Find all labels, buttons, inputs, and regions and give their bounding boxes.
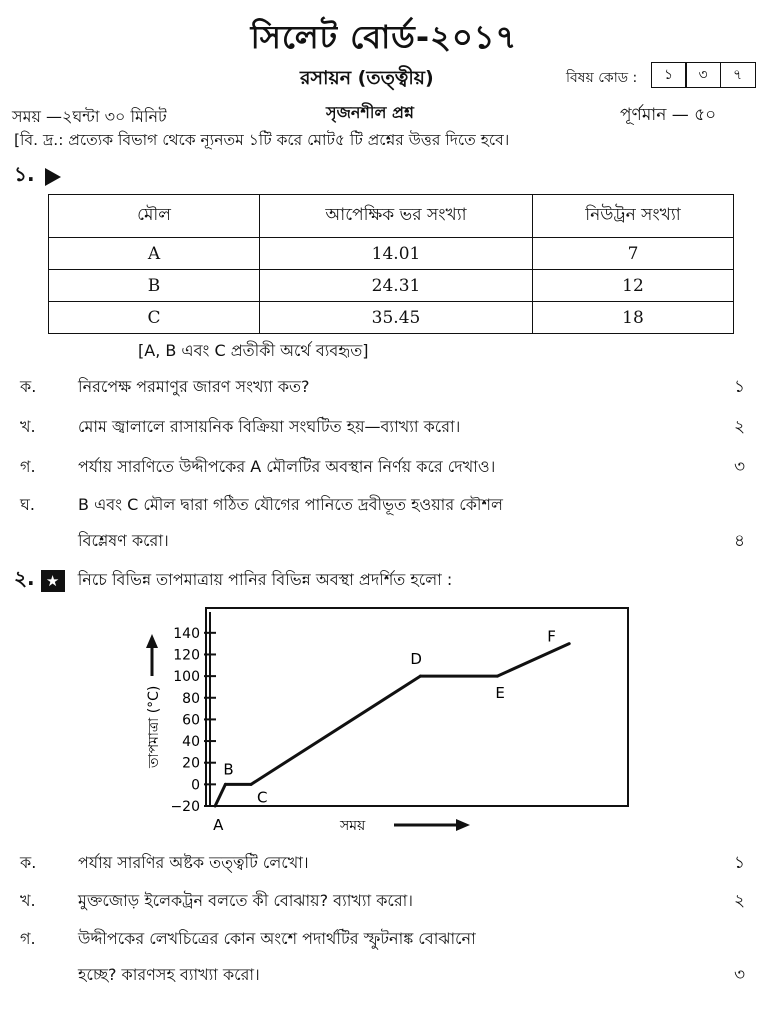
- q1-part-text: মোম জ্বালালে রাসায়নিক বিক্রিয়া সংঘটিত হয়—ব্যাখ্যা করো।: [78, 417, 461, 436]
- q2-heading: [14, 564, 452, 597]
- table-header: নিউট্রন সংখ্যা: [533, 195, 734, 238]
- point-label: B: [223, 760, 234, 779]
- y-tick-label: 0: [191, 777, 200, 794]
- q1-part-text: নিরপেক্ষ পরমাণুর জারণ সংখ্যা কত?: [78, 377, 310, 396]
- q1-part-mark: ২: [734, 417, 746, 437]
- table-row: [49, 238, 734, 270]
- subject-code-digit: ৭: [720, 62, 756, 88]
- y-tick-label: 120: [173, 647, 200, 664]
- table-cell: 14.01: [260, 238, 533, 270]
- point-labels: [213, 628, 556, 834]
- table-cell: 24.31: [260, 270, 533, 302]
- q2-part-letter: ক.: [20, 853, 37, 872]
- table-caption: [A, B এবং C প্রতীকী অর্থে ব্যবহৃত]: [138, 341, 369, 360]
- series: [215, 644, 569, 806]
- triangle-icon: [45, 168, 61, 186]
- q1-part-text-continued: বিশ্লেষণ করো।: [78, 531, 169, 550]
- table-cell: 35.45: [260, 302, 533, 334]
- table-cell: 18: [533, 302, 734, 334]
- q2-intro: নিচে বিভিন্ন তাপমাত্রায় পানির বিভিন্ন অবস্থা প্রদর্শিত হলো :: [77, 570, 453, 589]
- subject-code-digit: ১: [651, 62, 687, 88]
- point-label: C: [257, 788, 268, 807]
- point-label: E: [495, 684, 505, 703]
- q1-part-mark: ১: [734, 377, 746, 397]
- q2-part-text: পর্যায় সারণির অষ্টক তত্ত্বটি লেখো।: [78, 853, 309, 872]
- table-cell: B: [49, 270, 260, 302]
- subject-name: রসায়ন (তত্ত্বীয়): [300, 67, 434, 89]
- y-tick-label: 20: [182, 755, 200, 772]
- q1-part-mark: ৪: [734, 531, 746, 551]
- point-label: F: [547, 627, 556, 646]
- q2-part-text-continued: হচ্ছে? কারণসহ ব্যাখ্যা করো।: [78, 965, 260, 984]
- chart-frame: [206, 608, 628, 806]
- temperature-chart: [130, 600, 640, 840]
- y-tick-label: 100: [173, 669, 200, 686]
- point-label: D: [410, 650, 422, 669]
- q2-part-mark: ১: [734, 853, 746, 873]
- q2-part-letter: গ.: [20, 929, 36, 948]
- q1-part-text: পর্যায় সারণিতে উদ্দীপকের A মৌলটির অবস্থান নির্ণয় করে দেখাও।: [78, 457, 496, 476]
- table-cell: 12: [533, 270, 734, 302]
- series-segment: [251, 676, 420, 784]
- y-tick-label: 60: [182, 712, 200, 729]
- star-icon: ★: [41, 570, 65, 592]
- y-tick-label: 140: [173, 625, 200, 642]
- q1-part-letter: খ.: [20, 417, 36, 436]
- q1-part-text: B এবং C মৌল দ্বারা গঠিত যৌগের পানিতে দ্রবীভূত হওয়ার কৌশল: [78, 495, 503, 514]
- question-type: সৃজনশীল প্রশ্ন: [326, 103, 414, 122]
- table-header-row: [49, 195, 734, 238]
- subject-code-boxes: [652, 62, 756, 88]
- y-tick-label: 80: [182, 690, 200, 707]
- q2-part-text: মুক্তজোড় ইলেকট্রন বলতে কী বোঝায়? ব্যাখ্যা করো।: [78, 891, 414, 910]
- q1-part-letter: গ.: [20, 457, 36, 476]
- subject-code-label: বিষয় কোড :: [566, 70, 638, 86]
- point-label: A: [213, 816, 224, 834]
- exam-time: সময় —২ঘন্টা ৩০ মিনিট: [12, 107, 167, 126]
- q1-heading: [14, 160, 61, 193]
- q1-part-letter: ঘ.: [20, 495, 35, 514]
- q2-part-mark: ২: [734, 891, 746, 911]
- up-arrow-icon: [146, 634, 158, 648]
- x-axis-label: সময়: [340, 818, 366, 834]
- q1-part-letter: ক.: [20, 377, 37, 396]
- q1-number: ১.: [14, 162, 35, 186]
- element-table: [48, 194, 734, 334]
- right-arrow-icon: [456, 819, 470, 831]
- table-cell: 7: [533, 238, 734, 270]
- table-header: আপেক্ষিক ভর সংখ্যা: [260, 195, 533, 238]
- q2-part-text: উদ্দীপকের লেখচিত্রের কোন অংশে পদার্থটির স্ফুটনাঙ্ক বোঝানো: [78, 929, 476, 948]
- instruction-note: [বি. দ্র.: প্রত্যেক বিভাগ থেকে ন্যূনতম ১টি করে মোট৫ টি প্রশ্নের উত্তর দিতে হবে।: [14, 131, 510, 149]
- q2-part-letter: খ.: [20, 891, 36, 910]
- table-cell: C: [49, 302, 260, 334]
- table-cell: A: [49, 238, 260, 270]
- series-segment: [215, 784, 225, 806]
- y-axis-label: তাপমাত্রা (°C): [146, 685, 162, 768]
- table-row: [49, 302, 734, 334]
- q2-part-mark: ৩: [734, 965, 746, 985]
- y-tick-label: −20: [170, 799, 200, 815]
- series-segment: [497, 644, 569, 676]
- table-header: মৌল: [49, 195, 260, 238]
- paper-title: সিলেট বোর্ড-২০১৭: [250, 18, 518, 56]
- full-marks: পূর্ণমান — ৫০: [620, 105, 717, 125]
- y-tick-label: 40: [182, 734, 200, 751]
- table-row: [49, 270, 734, 302]
- q1-part-mark: ৩: [734, 457, 746, 477]
- subject-code-digit: ৩: [685, 62, 721, 88]
- q2-number: ২.: [14, 566, 35, 590]
